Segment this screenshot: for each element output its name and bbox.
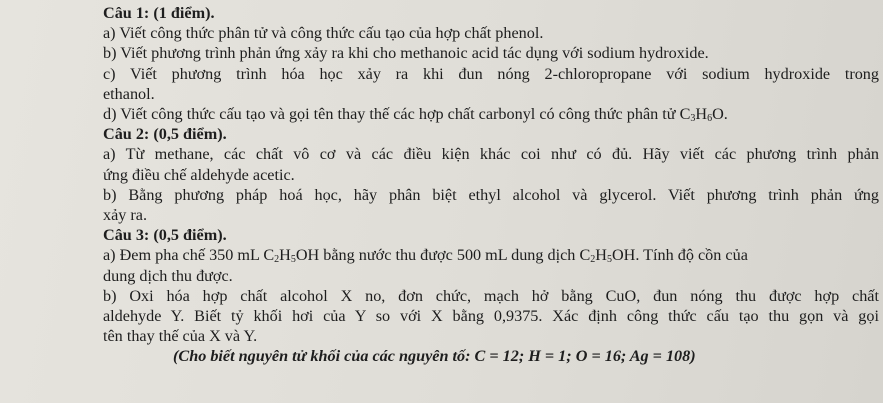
question-3b-line-2: aldehyde Y. Biết tỷ khối hơi của Y so với X bằng 0,9375. Xác định công thức cấu tạo thu gọn và gọi bbox=[103, 307, 879, 326]
question-1c-line-1: c) Viết phương trình hóa học xảy ra khi đun nóng 2-chloropropane với sodium hydroxide trong bbox=[103, 64, 879, 83]
question-1a: a) Viết công thức phân tử và công thức cấu tạo của hợp chất phenol. bbox=[103, 24, 544, 43]
formula-ethanol: $C_2H_5OH$ bbox=[579, 246, 636, 266]
question-1-heading: Câu 1: (1 điểm). bbox=[103, 4, 215, 22]
question-3a-line-2: dung dịch thu được. bbox=[103, 266, 233, 285]
question-2b-line-1: b) Bằng phương pháp hoá học, hãy phân biệt ethyl alcohol và glycerol. Viết phương trình phản ứng bbox=[103, 185, 879, 204]
question-3b-line-1: b) Oxi hóa hợp chất alcohol X no, đơn chức, mạch hở bằng CuO, đun nóng thu được hợp chất bbox=[103, 286, 879, 305]
question-3a-line-1: a) Đem pha chế 350 mL $C_2H_5OH$ bằng nước thu được 500 mL dung dịch $C_2H_5OH$. Tính độ cồn của bbox=[103, 246, 748, 266]
formula-c3h6o: $C_3H_6O$. bbox=[679, 105, 728, 125]
question-1b: b) Viết phương trình phản ứng xảy ra khi cho methanoic acid tác dụng với sodium hydroxide. bbox=[103, 44, 709, 63]
atomic-mass-note: (Cho biết nguyên tử khối của các nguyên tố: C = 12; H = 1; O = 16; Ag = 108) bbox=[173, 347, 696, 366]
question-2b-line-2: xảy ra. bbox=[103, 206, 148, 225]
question-2a-line-1: a) Từ methane, các chất vô cơ và các điều kiện khác coi như có đủ. Hãy viết các phương trình phản bbox=[103, 145, 879, 164]
question-1d-text: d) Viết công thức cấu tạo và gọi tên thay thế các hợp chất carbonyl có công thức phân tử bbox=[103, 105, 680, 124]
question-3-heading: Câu 3: (0,5 điểm). bbox=[103, 226, 227, 245]
question-2a-line-2: ứng điều chế aldehyde acetic. bbox=[103, 165, 295, 184]
question-1d bbox=[103, 104, 879, 124]
question-1c-line-2: ethanol. bbox=[103, 84, 155, 103]
question-2-heading: Câu 2: (0,5 điểm). bbox=[103, 125, 227, 144]
question-3b-line-3: tên thay thế của X và Y. bbox=[103, 327, 258, 346]
formula-ethanol: $C_2H_5OH$ bbox=[263, 246, 320, 266]
